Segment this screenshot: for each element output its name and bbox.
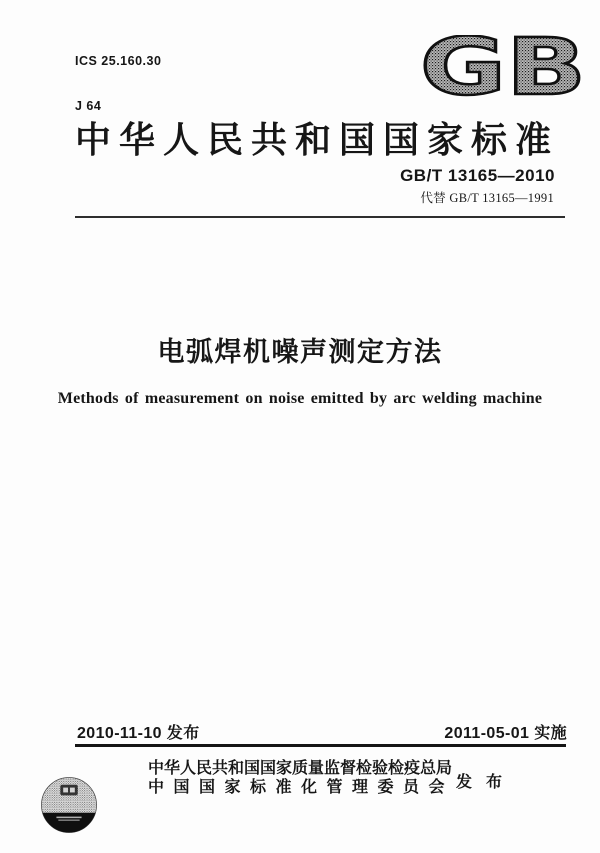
ics-code: ICS 25.160.30 — [75, 54, 162, 68]
issuing-bodies-block — [148, 759, 454, 797]
gb-standard-logo-icon — [417, 35, 589, 101]
anti-counterfeit-seal-icon — [40, 776, 98, 834]
footer-divider — [75, 744, 566, 747]
gb-logo-text: GB — [420, 35, 586, 101]
header-divider — [75, 216, 565, 218]
implementation-date: 2011-05-01 实施 — [444, 725, 567, 742]
standard-title-chinese: 电弧焊机噪声测定方法 — [157, 337, 443, 367]
replaces-note: 代替 GB/T 13165—1991 — [420, 191, 554, 205]
standard-number: GB/T 13165—2010 — [400, 166, 555, 185]
date-row — [77, 720, 567, 743]
page-title: 中华人民共和国国家标准 — [75, 120, 560, 160]
publish-label: 发 布 — [456, 774, 508, 791]
issuer-line2: 中国国家标准化管理委员会 — [148, 779, 455, 796]
doc-class-code: J 64 — [75, 99, 102, 113]
issuer-line1: 中华人民共和国国家质量监督检验检疫总局 — [148, 760, 453, 777]
issue-date: 2010-11-10 发布 — [77, 725, 200, 742]
standard-title-english: Methods of measurement on noise emitted by arc welding machine — [57, 390, 543, 407]
